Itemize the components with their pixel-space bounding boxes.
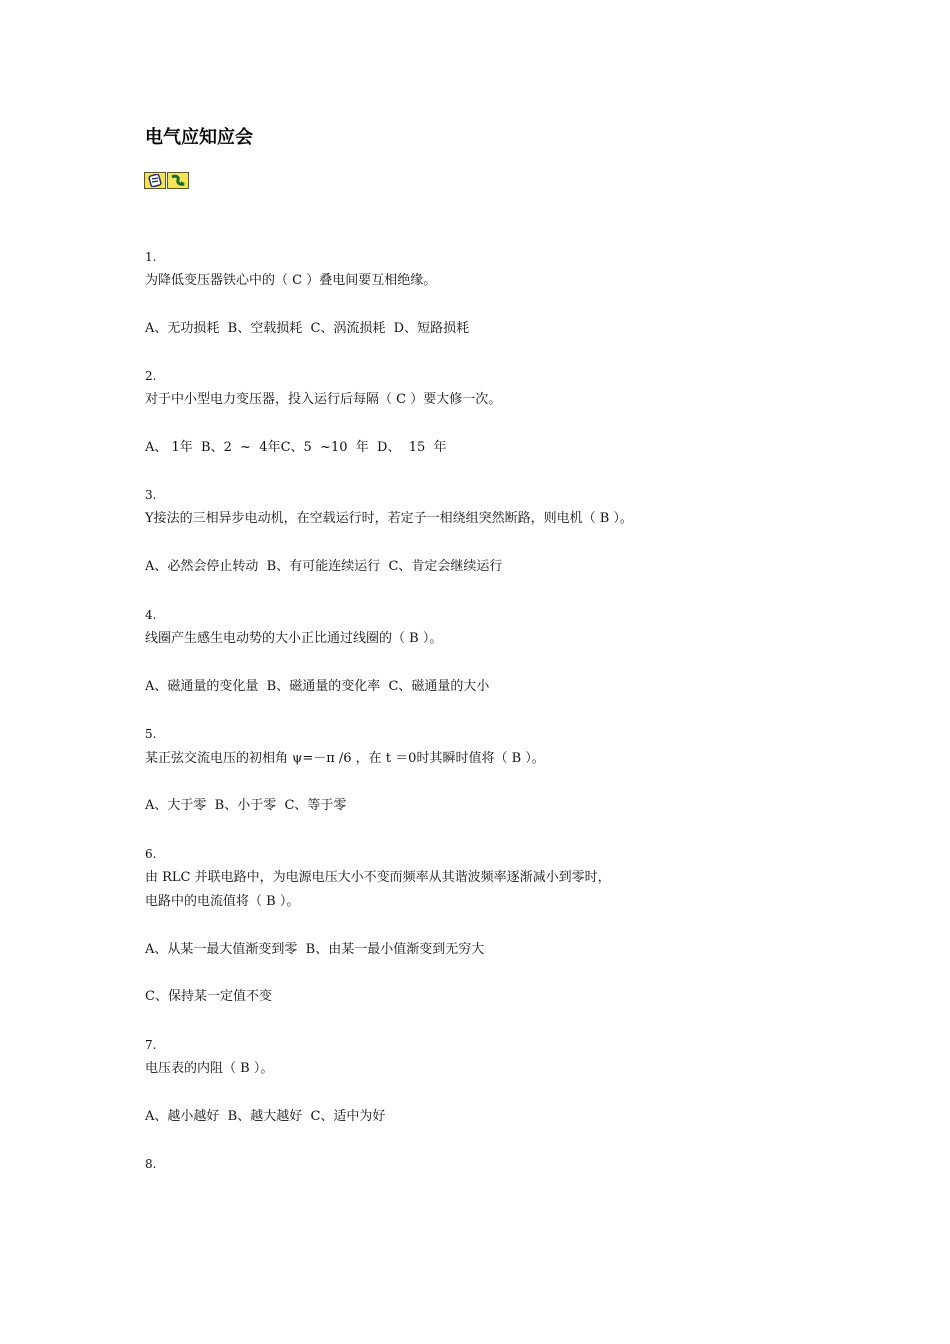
question-stem: 某正弦交流电压的初相角 ψ=－π /6 ，在 t ＝0时其瞬时值将（ B ）。 [145,751,545,766]
question-options: A、 1年 B、2 ~ 4年C、5 ~10 年 D、 15 年 [145,440,447,455]
question-number: 4. [145,608,157,622]
question-number: 6. [145,847,157,861]
question-number: 1. [145,250,157,264]
question-options: A、磁通量的变化量 B、磁通量的变化率 C、磁通量的大小 [145,679,490,694]
question-stem: 线圈产生感生电动势的大小正比通过线圈的（ B ）。 [145,631,443,646]
question-number: 3. [145,488,157,502]
arrow-icon[interactable] [167,172,189,189]
question-options: A、越小越好 B、越大越好 C、适中为好 [145,1109,386,1124]
question-number: 5. [145,727,157,741]
question-number: 2. [145,369,157,383]
question-options: C、保持某一定值不变 [145,989,272,1004]
question-stem: 为降低变压器铁心中的（ C ）叠电间要互相绝缘。 [145,273,437,288]
question-options: A、大于零 B、小于零 C、等于零 [145,798,347,813]
print-icon[interactable] [144,172,166,189]
document-title: 电气应知应会 [145,127,253,148]
question-stem: Y接法的三相异步电动机，在空载运行时，若定子一相绕组突然断路，则电机（ B ）。 [145,511,633,526]
question-number: 8. [145,1157,157,1171]
question-options: A、从某一最大值渐变到零 B、由某一最小值渐变到无穷大 [145,942,485,957]
question-stem: 对于中小型电力变压器，投入运行后每隔（ C ）要大修一次。 [145,392,502,407]
question-options: A、必然会停止转动 B、有可能连续运行 C、肯定会继续运行 [145,559,503,574]
question-stem: 电压表的内阻（ B ）。 [145,1061,274,1076]
question-number: 7. [145,1038,157,1052]
toolbar-icons [144,172,189,189]
question-stem: 由 RLC 并联电路中，为电源电压大小不变而频率从其谐波频率逐渐减小到零时， [145,870,611,885]
question-stem: 电路中的电流值将（ B ）。 [145,894,300,909]
question-options: A、无功损耗 B、空载损耗 C、涡流损耗 D、短路损耗 [145,321,470,336]
